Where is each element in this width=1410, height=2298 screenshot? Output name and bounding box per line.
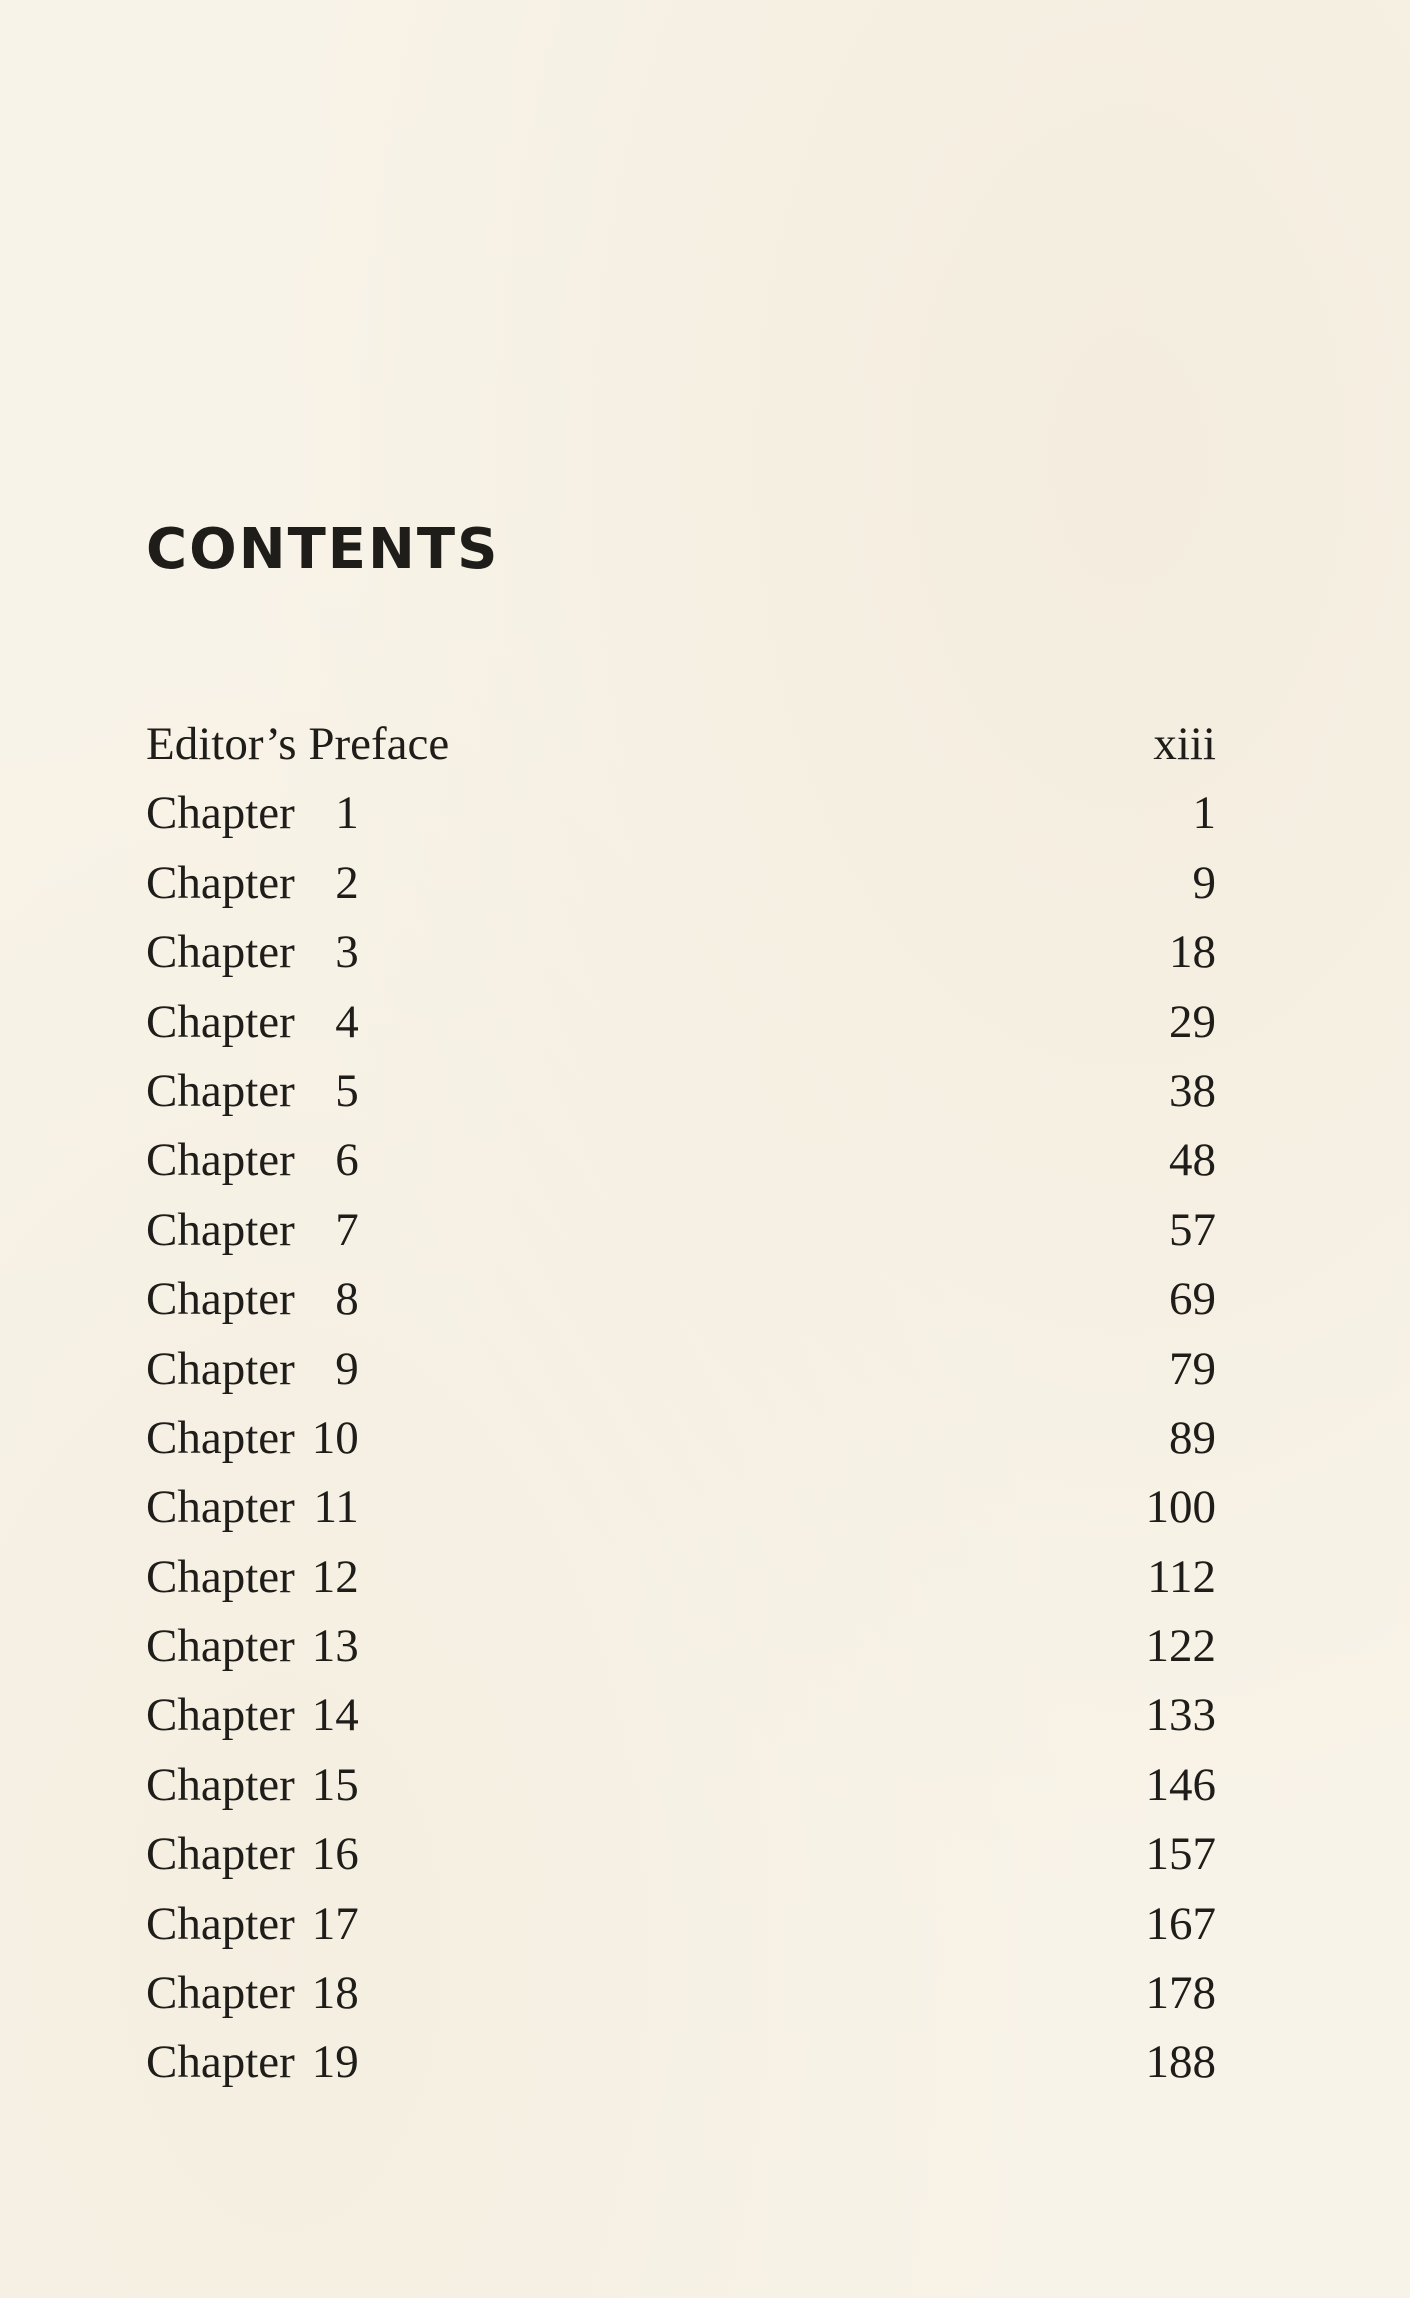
toc-entry-label	[146, 1890, 359, 1959]
toc-row	[146, 1612, 1216, 1681]
toc-row-preface	[146, 710, 1216, 779]
toc-page-number: 69	[1169, 1273, 1216, 1326]
toc-page-number: 38	[1169, 1064, 1216, 1117]
toc-chapter-number: 17	[311, 1897, 359, 1950]
toc-row	[146, 2028, 1216, 2097]
toc-page-number: 48	[1169, 1134, 1216, 1187]
toc-page-number: 18	[1169, 926, 1216, 979]
toc-chapter-word: Chapter	[146, 1481, 295, 1534]
toc-chapter-number: 4	[335, 995, 359, 1048]
toc-chapter-word: Chapter	[146, 1064, 295, 1117]
toc-page-number: 112	[1147, 1550, 1216, 1603]
toc-row	[146, 1681, 1216, 1750]
toc-page-number: 122	[1145, 1620, 1216, 1673]
toc-row	[146, 988, 1216, 1057]
toc-chapter-word: Chapter	[146, 1550, 295, 1603]
toc-row	[146, 849, 1216, 918]
toc-row	[146, 1751, 1216, 1820]
toc-row	[146, 1473, 1216, 1542]
toc-row	[146, 1335, 1216, 1404]
toc-page-number: 89	[1169, 1411, 1216, 1464]
toc-chapter-word: Chapter	[146, 1689, 295, 1742]
toc-entry-label	[146, 1751, 359, 1820]
toc-chapter-word: Chapter	[146, 1620, 295, 1673]
toc-chapter-number: 14	[311, 1689, 359, 1742]
toc-row	[146, 1820, 1216, 1889]
toc-chapter-word: Chapter	[146, 1411, 295, 1464]
toc-chapter-word: Chapter	[146, 787, 295, 840]
toc-entry-label	[146, 779, 359, 848]
toc-chapter-number: 5	[335, 1064, 359, 1117]
toc-page-number: 146	[1145, 1758, 1216, 1811]
toc-entry-label	[146, 988, 359, 1057]
table-of-contents	[146, 710, 1216, 2098]
toc-entry-label	[146, 2028, 359, 2097]
toc-chapter-number: 3	[335, 926, 359, 979]
toc-chapter-number: 1	[335, 787, 359, 840]
toc-entry-label	[146, 918, 359, 987]
toc-chapter-number: 15	[311, 1758, 359, 1811]
toc-entry-label	[146, 1265, 359, 1334]
toc-entry-label	[146, 710, 449, 779]
toc-entry-label	[146, 1404, 359, 1473]
toc-page-number: xiii	[1153, 718, 1216, 770]
toc-row	[146, 1196, 1216, 1265]
toc-chapter-word: Chapter	[146, 1897, 295, 1950]
toc-row	[146, 1890, 1216, 1959]
toc-entry-label	[146, 1126, 359, 1195]
toc-entry-label	[146, 1543, 359, 1612]
toc-entry-label	[146, 1196, 359, 1265]
toc-page-number: 178	[1145, 1967, 1216, 2020]
toc-page-number: 1	[1192, 787, 1216, 840]
toc-chapter-number: 16	[311, 1828, 359, 1881]
toc-page-number: 100	[1145, 1481, 1216, 1534]
toc-chapter-word: Chapter	[146, 926, 295, 979]
toc-chapter-number: 8	[335, 1273, 359, 1326]
toc-row	[146, 1265, 1216, 1334]
toc-page-number: 157	[1145, 1828, 1216, 1881]
toc-chapter-number: 6	[335, 1134, 359, 1187]
toc-row	[146, 1543, 1216, 1612]
toc-chapter-word: Chapter	[146, 1273, 295, 1326]
toc-row	[146, 1057, 1216, 1126]
toc-row	[146, 1404, 1216, 1473]
toc-chapter-word: Chapter	[146, 1828, 295, 1881]
toc-chapter-number: 11	[313, 1481, 359, 1534]
toc-entry-title: Editor’s Preface	[146, 718, 450, 770]
toc-entry-label	[146, 849, 359, 918]
toc-chapter-number: 2	[335, 856, 359, 909]
toc-chapter-word: Chapter	[146, 1967, 295, 2020]
toc-entry-label	[146, 1612, 359, 1681]
toc-page-number: 188	[1145, 2036, 1216, 2089]
toc-page-number: 133	[1145, 1689, 1216, 1742]
toc-chapter-number: 7	[335, 1203, 359, 1256]
toc-chapter-number: 10	[311, 1411, 359, 1464]
page-title: CONTENTS	[146, 517, 500, 582]
toc-row	[146, 1126, 1216, 1195]
toc-page-number: 57	[1169, 1203, 1216, 1256]
toc-chapter-word: Chapter	[146, 2036, 295, 2089]
toc-entry-label	[146, 1473, 359, 1542]
toc-entry-label	[146, 1820, 359, 1889]
toc-row	[146, 1959, 1216, 2028]
toc-chapter-number: 12	[311, 1550, 359, 1603]
toc-row	[146, 918, 1216, 987]
toc-entry-label	[146, 1057, 359, 1126]
toc-chapter-word: Chapter	[146, 856, 295, 909]
toc-chapter-word: Chapter	[146, 995, 295, 1048]
toc-chapter-word: Chapter	[146, 1342, 295, 1395]
toc-chapter-word: Chapter	[146, 1758, 295, 1811]
toc-entry-label	[146, 1681, 359, 1750]
toc-chapter-number: 13	[311, 1620, 359, 1673]
toc-chapter-number: 19	[311, 2036, 359, 2089]
toc-chapter-word: Chapter	[146, 1203, 295, 1256]
toc-page-number: 79	[1169, 1342, 1216, 1395]
toc-chapter-number: 18	[311, 1967, 359, 2020]
toc-entry-label	[146, 1335, 359, 1404]
toc-row	[146, 779, 1216, 848]
toc-entry-label	[146, 1959, 359, 2028]
toc-page-number: 9	[1192, 856, 1216, 909]
toc-chapter-number: 9	[335, 1342, 359, 1395]
toc-page-number: 167	[1145, 1897, 1216, 1950]
toc-chapter-word: Chapter	[146, 1134, 295, 1187]
toc-page-number: 29	[1169, 995, 1216, 1048]
